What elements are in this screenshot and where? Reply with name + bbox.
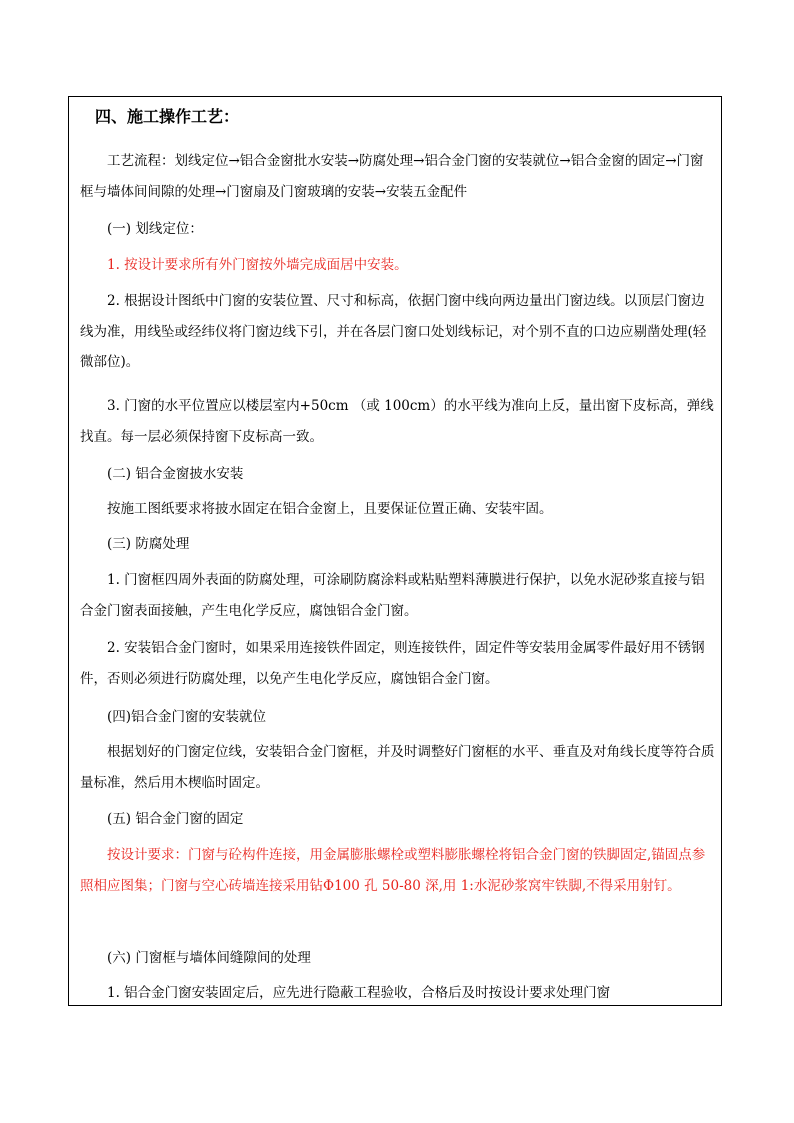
red-note-fixing-requirements: 按设计要求：门窗与砼构件连接，用金属膨胀螺栓或塑料膨胀螺栓将铝合金门窗的铁脚固定,锚固点参照相应图集；门窗与空心砖墙连接采用钻Φ100 孔 50-80 深,用 1:水泥砂浆窝牢铁脚,不得采用射钉。 [80,847,706,894]
document-frame [68,96,722,1006]
subheading-layout-marking: (一) 划线定位： [107,221,203,237]
red-note-centered-install: 1. 按设计要求所有外门窗按外墙完成面居中安装。 [107,257,408,273]
subheading-anticorrosion: (三) 防腐处理 [107,536,190,552]
subheading-drip-installation: (二) 铝合金窗披水安装 [107,466,244,482]
subheading-fixing: (五) 铝合金门窗的固定 [107,811,244,827]
process-flow-paragraph: 工艺流程：划线定位→铝合金窗批水安装→防腐处理→铝合金门窗的安装就位→铝合金窗的固定→门窗框与墙体间间隙的处理→门窗扇及门窗玻璃的安装→安装五金配件 [80,153,704,200]
paragraph-gap-treatment-1: 1. 铝合金门窗安装固定后，应先进行隐蔽工程验收，合格后及时按设计要求处理门窗 [107,985,611,1001]
subheading-gap-treatment: (六) 门窗框与墙体间缝隙间的处理 [107,950,311,966]
paragraph-installation-positioning: 根据划好的门窗定位线，安装铝合金门窗框，并及时调整好门窗框的水平、垂直及对角线长度等符合质量标准，然后用木楔临时固定。 [80,744,715,791]
paragraph-horizontal-level: 3. 门窗的水平位置应以楼层室内+50cm （或 100cm）的水平线为准向上反，量出窗下皮标高，弹线找直。每一层必须保持窗下皮标高一致。 [80,398,714,445]
section-heading: 四、施工操作工艺： [95,107,240,126]
paragraph-position-marking: 2. 根据设计图纸中门窗的安装位置、尺寸和标高，依据门窗中线向两边量出门窗边线。以顶层门窗边线为准，用线坠或经纬仪将门窗边线下引，并在各层门窗口处划线标记，对个别不直的口边应剔凿处理(轻微部位)。 [80,293,707,370]
paragraph-anticorrosion-1: 1. 门窗框四周外表面的防腐处理，可涂刷防腐涂料或粘贴塑料薄膜进行保护，以免水泥砂浆直接与铝合金门窗表面接触，产生电化学反应，腐蚀铝合金门窗。 [80,572,705,619]
paragraph-anticorrosion-2: 2. 安装铝合金门窗时，如果采用连接铁件固定，则连接铁件，固定件等安装用金属零件最好用不锈钢件，否则必须进行防腐处理，以免产生电化学反应，腐蚀铝合金门窗。 [80,640,705,687]
paragraph-drip-fixing: 按施工图纸要求将披水固定在铝合金窗上，且要保证位置正确、安装牢固。 [107,501,553,517]
subheading-installation-positioning: (四)铝合金门窗的安装就位 [107,709,267,725]
